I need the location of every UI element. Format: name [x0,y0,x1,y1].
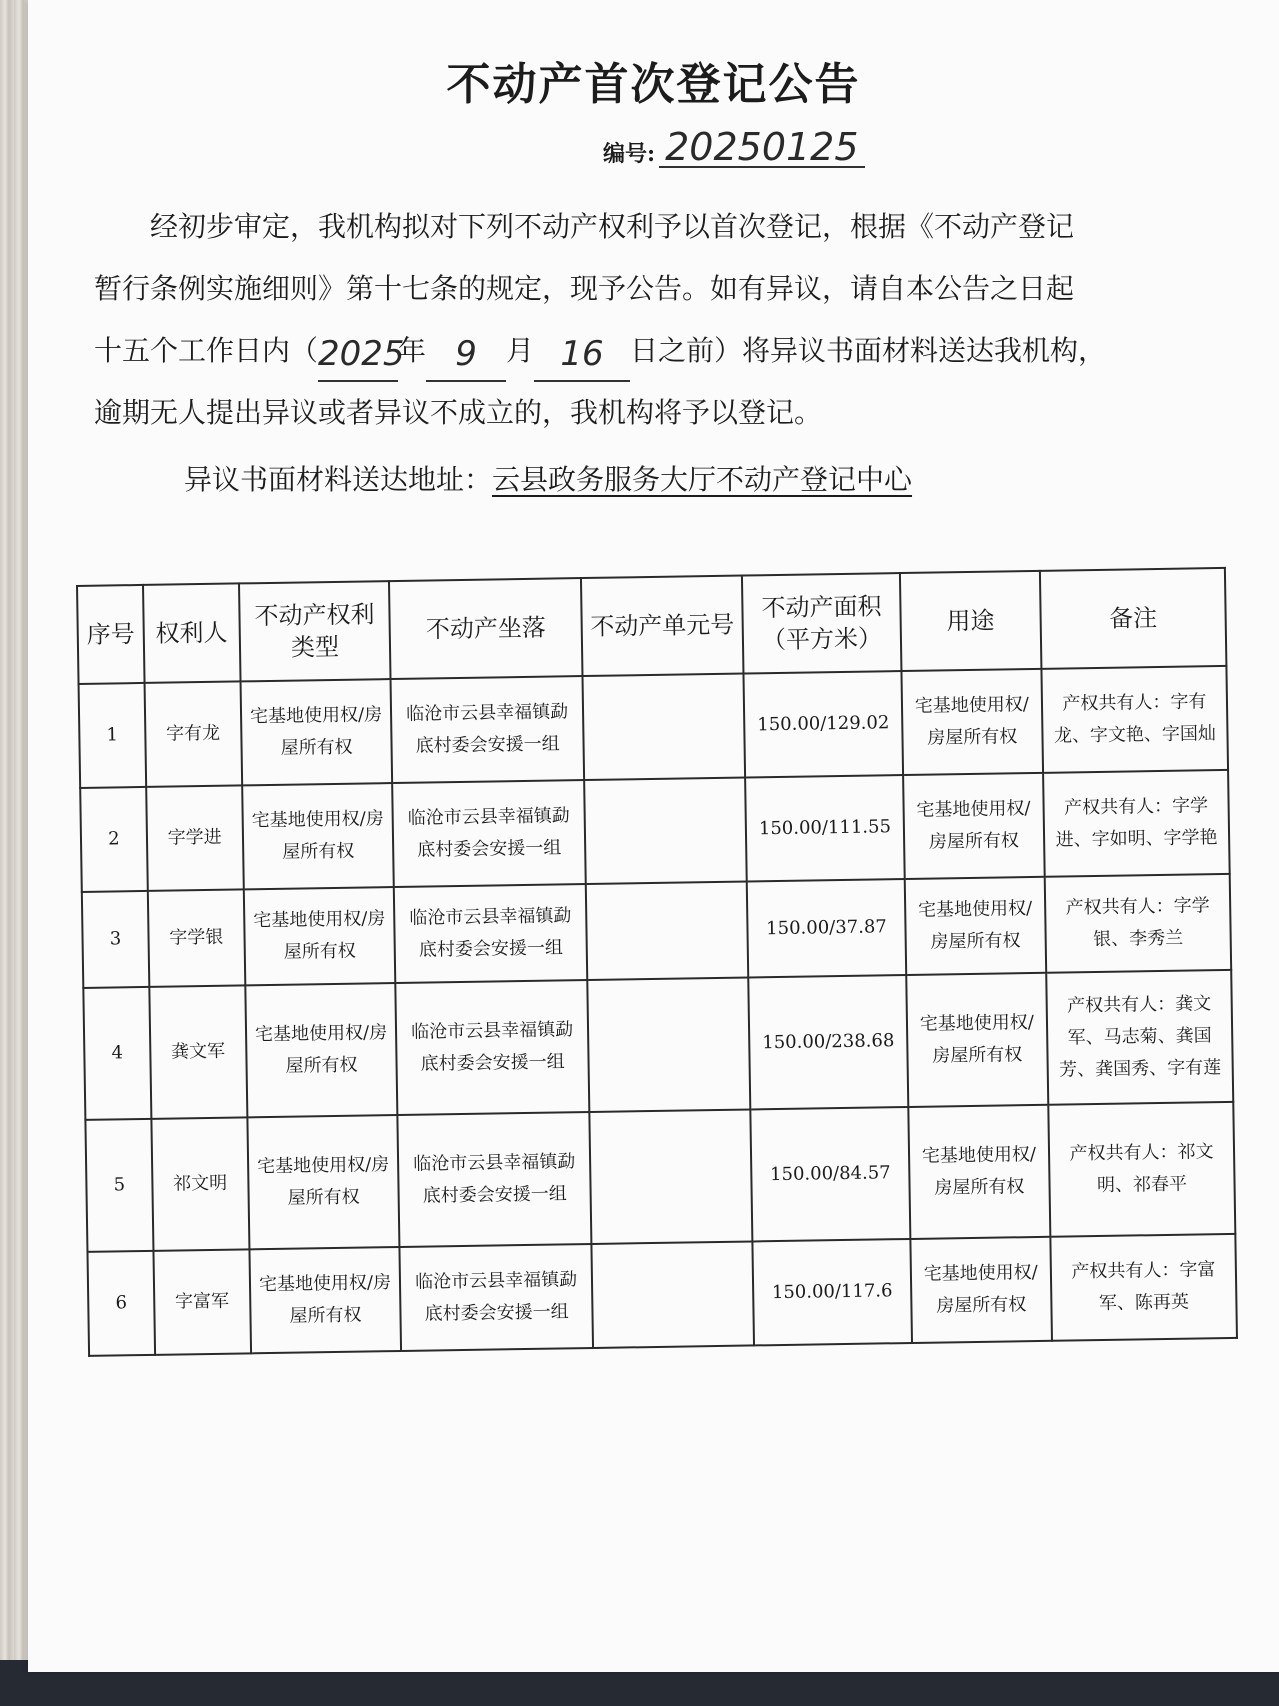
table-header-row [77,568,1226,684]
header-no: 序号 [77,585,144,684]
table-row [82,874,1231,988]
cell-location: 临沧市云县幸福镇勐底村委会安援一组 [396,980,589,1115]
notice-paper [28,0,1279,1672]
cell-owner: 字富军 [153,1249,250,1354]
cell-location: 临沧市云县幸福镇勐底村委会安援一组 [393,780,586,887]
table-row [83,970,1233,1120]
cell-location: 临沧市云县幸福镇勐底村委会安援一组 [391,676,584,783]
cell-no: 6 [87,1251,155,1356]
closing-line: 逾期无人提出异议或者异议不成立的，我机构将予以登记。 [94,396,823,429]
cell-location: 临沧市云县幸福镇勐底村委会安援一组 [394,884,587,983]
cell-usage: 宅基地使用权/房屋所有权 [908,1105,1050,1239]
cell-no: 2 [80,787,148,892]
number-value: 20250125 [659,128,864,168]
cell-unit-no [587,977,751,1112]
deadline-prefix: 十五个工作日内（ [94,334,319,367]
cell-note: 产权共有人：字学进、字如明、字学艳 [1043,770,1230,877]
cell-note: 产权共有人：龚文军、马志菊、龚国芳、龚国秀、字有莲 [1046,970,1233,1105]
header-owner: 权利人 [143,583,240,682]
cell-no: 1 [79,683,147,788]
cell-usage: 宅基地使用权/房屋所有权 [901,669,1043,775]
cell-area: 150.00/129.02 [744,671,903,777]
table-row [79,666,1228,788]
cell-owner: 祁文明 [151,1117,249,1250]
cell-usage: 宅基地使用权/房屋所有权 [904,877,1046,975]
registration-table [76,567,1238,1357]
deadline-line [94,320,1204,382]
cell-unit-no [591,1241,754,1348]
cell-unit-no [589,1109,753,1244]
cell-no: 4 [83,987,151,1120]
cell-area: 150.00/37.87 [747,879,906,977]
cell-location: 临沧市云县幸福镇勐底村委会安援一组 [398,1112,591,1247]
cell-unit-no [582,674,745,781]
page-title: 不动产首次登记公告 [446,59,861,110]
cell-right-type: 宅基地使用权/房屋所有权 [242,783,395,889]
header-unit-no: 不动产单元号 [581,576,744,677]
cell-location: 临沧市云县幸福镇勐底村委会安援一组 [400,1244,593,1351]
cell-area: 150.00/117.6 [753,1239,912,1345]
cell-right-type: 宅基地使用权/房屋所有权 [247,1115,400,1249]
deadline-suffix: 日之前）将异议书面材料送达我机构， [630,334,1107,367]
header-right-type: 不动产权利类型 [239,581,391,681]
header-note: 备注 [1040,568,1227,669]
cell-area: 150.00/111.55 [745,775,904,881]
cell-owner: 字学银 [148,889,245,986]
cell-unit-no [584,778,747,885]
cell-usage: 宅基地使用权/房屋所有权 [910,1237,1052,1343]
intro-paragraph [94,196,1204,444]
cell-note: 产权共有人：字有龙、字文艳、字国灿 [1041,666,1228,773]
table-row [80,770,1229,892]
header-location: 不动产坐落 [389,578,582,679]
cell-usage: 宅基地使用权/房屋所有权 [903,773,1045,879]
cell-note: 产权共有人：祁文明、祁春平 [1048,1102,1235,1237]
cell-right-type: 宅基地使用权/房屋所有权 [249,1247,402,1353]
intro-line: 经初步审定，我机构拟对下列不动产权利予以首次登记，根据《不动产登记 [150,210,1075,243]
intro-line: 暂行条例实施细则》第十七条的规定，现予公告。如有异议，请自本公告之日起 [94,272,1075,305]
header-area: 不动产面积（平方米） [742,573,901,673]
table-row [85,1102,1235,1252]
deadline-month: 9 [426,334,506,382]
cell-owner: 龚文军 [149,985,247,1118]
cell-no: 3 [82,891,149,988]
address-label: 异议书面材料送达地址： [184,463,493,496]
notice-number [603,125,865,169]
year-label: 年 [398,334,427,367]
cell-area: 150.00/84.57 [751,1107,910,1241]
cell-right-type: 宅基地使用权/房屋所有权 [243,887,395,985]
cell-note: 产权共有人：字学银、李秀兰 [1045,874,1232,973]
cell-unit-no [586,881,749,980]
header-usage: 用途 [900,571,1042,671]
number-label: 编号: [603,141,656,167]
cell-right-type: 宅基地使用权/房屋所有权 [240,679,393,785]
cell-area: 150.00/238.68 [749,975,908,1109]
address-value: 云县政务服务大厅不动产登记中心 [492,463,913,496]
cell-owner: 字有龙 [144,681,241,786]
deadline-year: 2025 [318,334,398,382]
cell-right-type: 宅基地使用权/房屋所有权 [245,983,398,1117]
deadline-day: 16 [534,334,630,382]
month-label: 月 [506,334,535,367]
address-line [184,458,912,498]
cell-owner: 字学进 [146,785,243,890]
cell-note: 产权共有人：字富军、陈再英 [1050,1234,1237,1341]
table-row [87,1234,1236,1356]
cell-no: 5 [85,1119,153,1252]
cell-usage: 宅基地使用权/房屋所有权 [906,973,1048,1107]
